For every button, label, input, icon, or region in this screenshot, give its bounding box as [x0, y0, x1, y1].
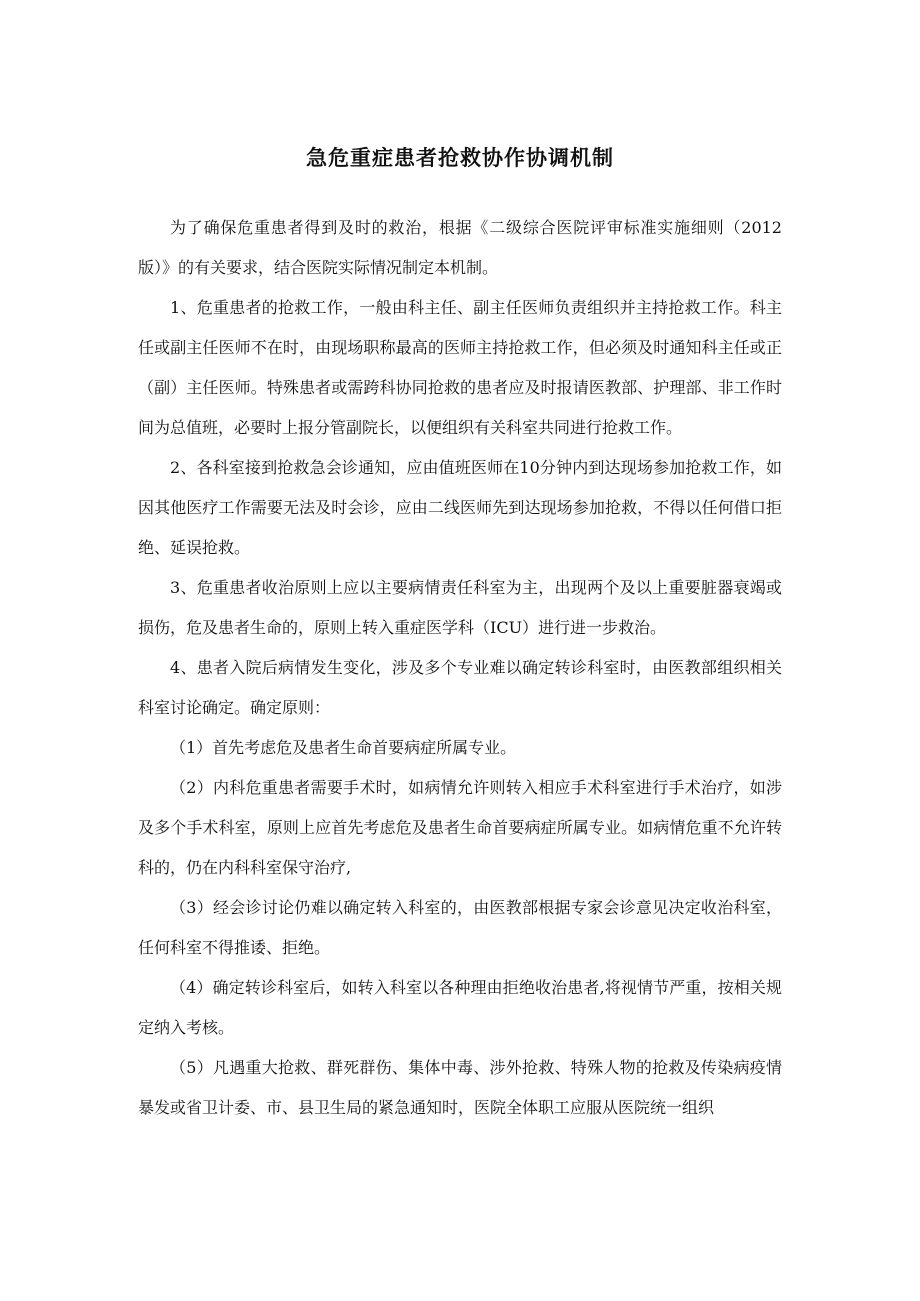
paragraph-item-4: 4、患者入院后病情发生变化，涉及多个专业难以确定转诊科室时，由医教部组织相关科室讨论确定。确定原则： [138, 658, 782, 717]
paragraph-item-3: 3、危重患者收治原则上应以主要病情责任科室为主，出现两个及以上重要脏器衰竭或损伤，危及患者生命的，原则上转入重症医学科（ICU）进行进一步救治。 [138, 578, 782, 637]
paragraph-item-2: 2、各科室接到抢救急会诊通知，应由值班医师在10分钟内到达现场参加抢救工作，如因其他医疗工作需要无法及时会诊，应由二线医师先到达现场参加抢救，不得以任何借口拒绝、延误抢救。 [138, 458, 782, 557]
paragraph-sub-2: （2）内科危重患者需要手术时，如病情允许则转入相应手术科室进行手术治疗，如涉及多个手术科室，原则上应首先考虑危及患者生命首要病症所属专业。如病情危重不允许转科的，仍在内科科室保守治疗, [138, 778, 782, 877]
paragraph-sub-1: （1）首先考虑危及患者生命首要病症所属专业。 [170, 738, 517, 757]
paragraph-item-1: 1、危重患者的抢救工作，一般由科主任、副主任医师负责组织并主持抢救工作。科主任或副主任医师不在时，由现场职称最高的医师主持抢救工作，但必须及时通知科主任或正（副）主任医师。特殊患者或需跨科协同抢救的患者应及时报请医教部、护理部、非工作时间为总值班，必要时上报分管副院长，以便组织有关科室共同进行抢救工作。 [138, 298, 782, 437]
document-title: 急危重症患者抢救协作协调机制 [306, 146, 614, 170]
paragraph-intro: 为了确保危重患者得到及时的救治，根据《二级综合医院评审标准实施细则（2012版）》的有关要求，结合医院实际情况制定本机制。 [138, 218, 782, 277]
paragraph-sub-4: （4）确定转诊科室后，如转入科室以各种理由拒绝收治患者,将视情节严重，按相关规定纳入考核。 [138, 978, 782, 1037]
document-body [138, 208, 782, 1128]
paragraph-sub-5: （5）凡遇重大抢救、群死群伤、集体中毒、涉外抢救、特殊人物的抢救及传染病疫情暴发或省卫计委、市、县卫生局的紧急通知时，医院全体职工应服从医院统一组织 [138, 1058, 782, 1117]
paragraph-sub-3: （3）经会诊讨论仍难以确定转入科室的，由医教部根据专家会诊意见决定收治科室，任何科室不得推诿、拒绝。 [138, 898, 782, 957]
